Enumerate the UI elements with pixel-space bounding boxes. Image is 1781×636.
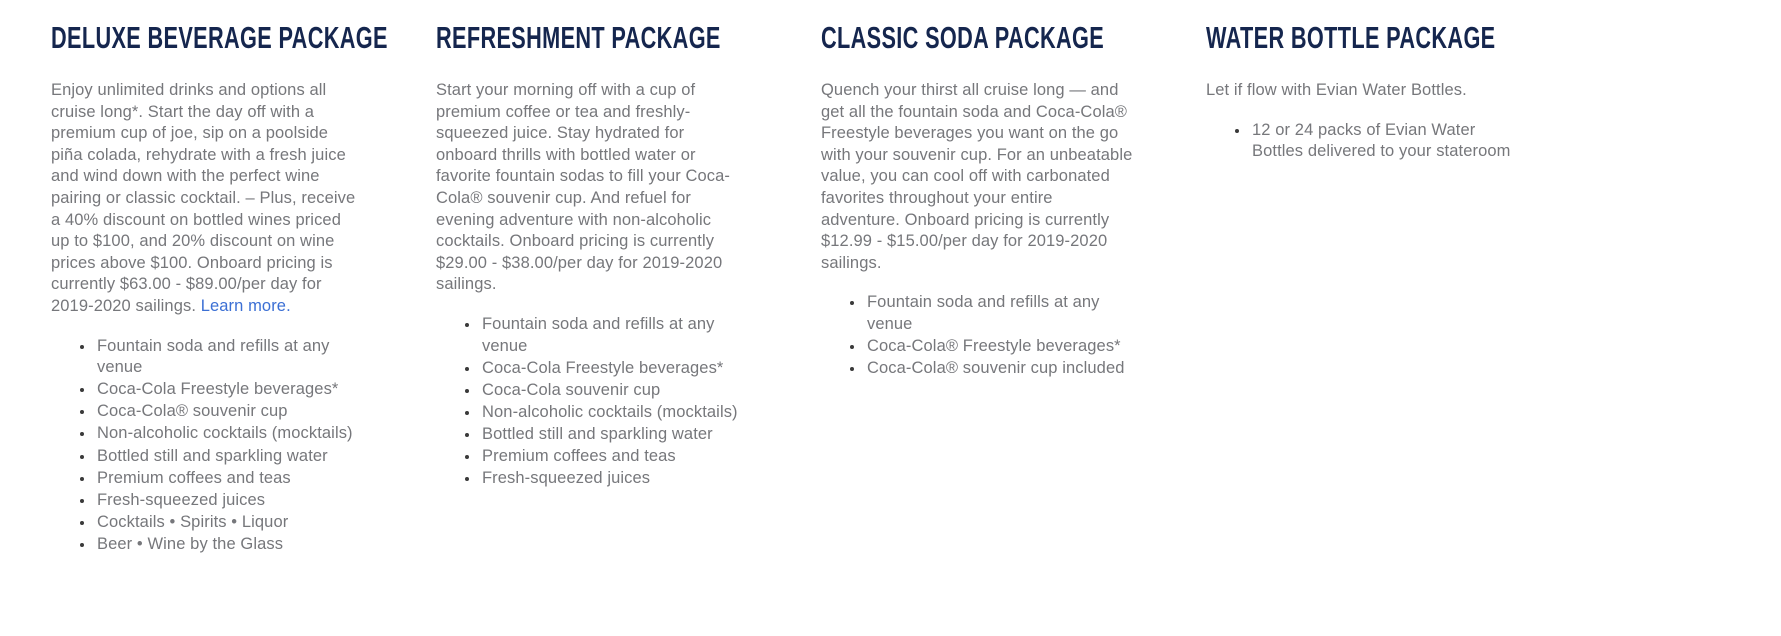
package-bullet-item: • Non-alcoholic cocktails (mocktails) [95, 423, 363, 445]
package-description [51, 80, 363, 318]
package-title: REFRESHMENT PACKAGE [436, 20, 721, 55]
package-bullet-item: • Coca-Cola® souvenir cup included [865, 358, 1133, 380]
package-bullet-item: • Fountain soda and refills at any venue [95, 336, 363, 379]
package-description-text: Let if flow with Evian Water Bottles. [1206, 81, 1467, 99]
package-title: DELUXE BEVERAGE PACKAGE [51, 20, 388, 55]
learn-more-link[interactable]: Learn more. [200, 296, 291, 315]
package-bullet-item: • Beer • Wine by the Glass [95, 534, 363, 556]
package-bullet-item: • Bottled still and sparkling water [95, 446, 363, 468]
package-column [51, 20, 388, 556]
package-column [436, 20, 748, 490]
package-bullet-item: • Coca-Cola souvenir cup [480, 380, 748, 402]
package-bullet-item: • 12 or 24 packs of Evian Water Bottles delivered to your stateroom [1250, 120, 1518, 163]
package-bullet-item: • Premium coffees and teas [95, 468, 363, 490]
package-column [1206, 20, 1518, 163]
package-bullet-item: • Premium coffees and teas [480, 446, 748, 468]
package-bullet-item: • Cocktails • Spirits • Liquor [95, 512, 363, 534]
package-description [436, 80, 748, 296]
package-bullet-item: • Fresh-squeezed juices [95, 490, 363, 512]
package-description-text: Start your morning off with a cup of premium coffee or tea and freshly-squeezed juice. Stay hydrated for onboard thrills with bottled water or favorite fountain sodas to fill your Coca-Cola® souvenir cup. And refuel for evening adventure with non-alcoholic cocktails. Onboard pricing is currently $29.00 - $38.00/per day for 2019-2020 sailings. [436, 81, 731, 294]
package-column [821, 20, 1133, 380]
package-bullet-item: • Non-alcoholic cocktails (mocktails) [480, 402, 748, 424]
package-title: CLASSIC SODA PACKAGE [821, 20, 1105, 55]
package-title: WATER BOTTLE PACKAGE [1206, 20, 1496, 55]
package-bullet-item: • Coca-Cola Freestyle beverages* [95, 379, 363, 401]
package-bullet-item: • Fountain soda and refills at any venue [865, 292, 1133, 335]
package-columns [51, 20, 1781, 556]
package-bullet-item: • Coca-Cola® Freestyle beverages* [865, 336, 1133, 358]
package-description [821, 80, 1133, 274]
package-description [1206, 80, 1518, 102]
package-bullet-item: • Bottled still and sparkling water [480, 424, 748, 446]
package-bullet-list [821, 292, 1133, 379]
package-bullet-item: • Coca-Cola Freestyle beverages* [480, 358, 748, 380]
package-bullet-list [436, 314, 748, 490]
package-bullet-item: • Coca-Cola® souvenir cup [95, 401, 363, 423]
package-bullet-item: • Fountain soda and refills at any venue [480, 314, 748, 357]
package-description-text: Quench your thirst all cruise long — and get all the fountain soda and Coca-Cola® Freestyle beverages you want on the go with your souvenir cup. For an unbeatable value, you can cool off with carbonated favorites throughout your entire adventure. Onboard pricing is currently $12.99 - $15.00/per day for 2019-2020 sailings. [821, 81, 1133, 272]
package-bullet-list [1206, 120, 1518, 163]
package-bullet-list [51, 336, 363, 556]
package-bullet-item: • Fresh-squeezed juices [480, 468, 748, 490]
package-description-text: Enjoy unlimited drinks and options all cruise long*. Start the day off with a premium cup of joe, sip on a poolside piña colada, rehydrate with a fresh juice and wind down with the perfect wine pairing or classic cocktail. – Plus, receive a 40% discount on bottled wines priced up to $100, and 20% discount on wine prices above $100. Onboard pricing is currently $63.00 - $89.00/per day for 2019-2020 sailings. [51, 81, 356, 315]
